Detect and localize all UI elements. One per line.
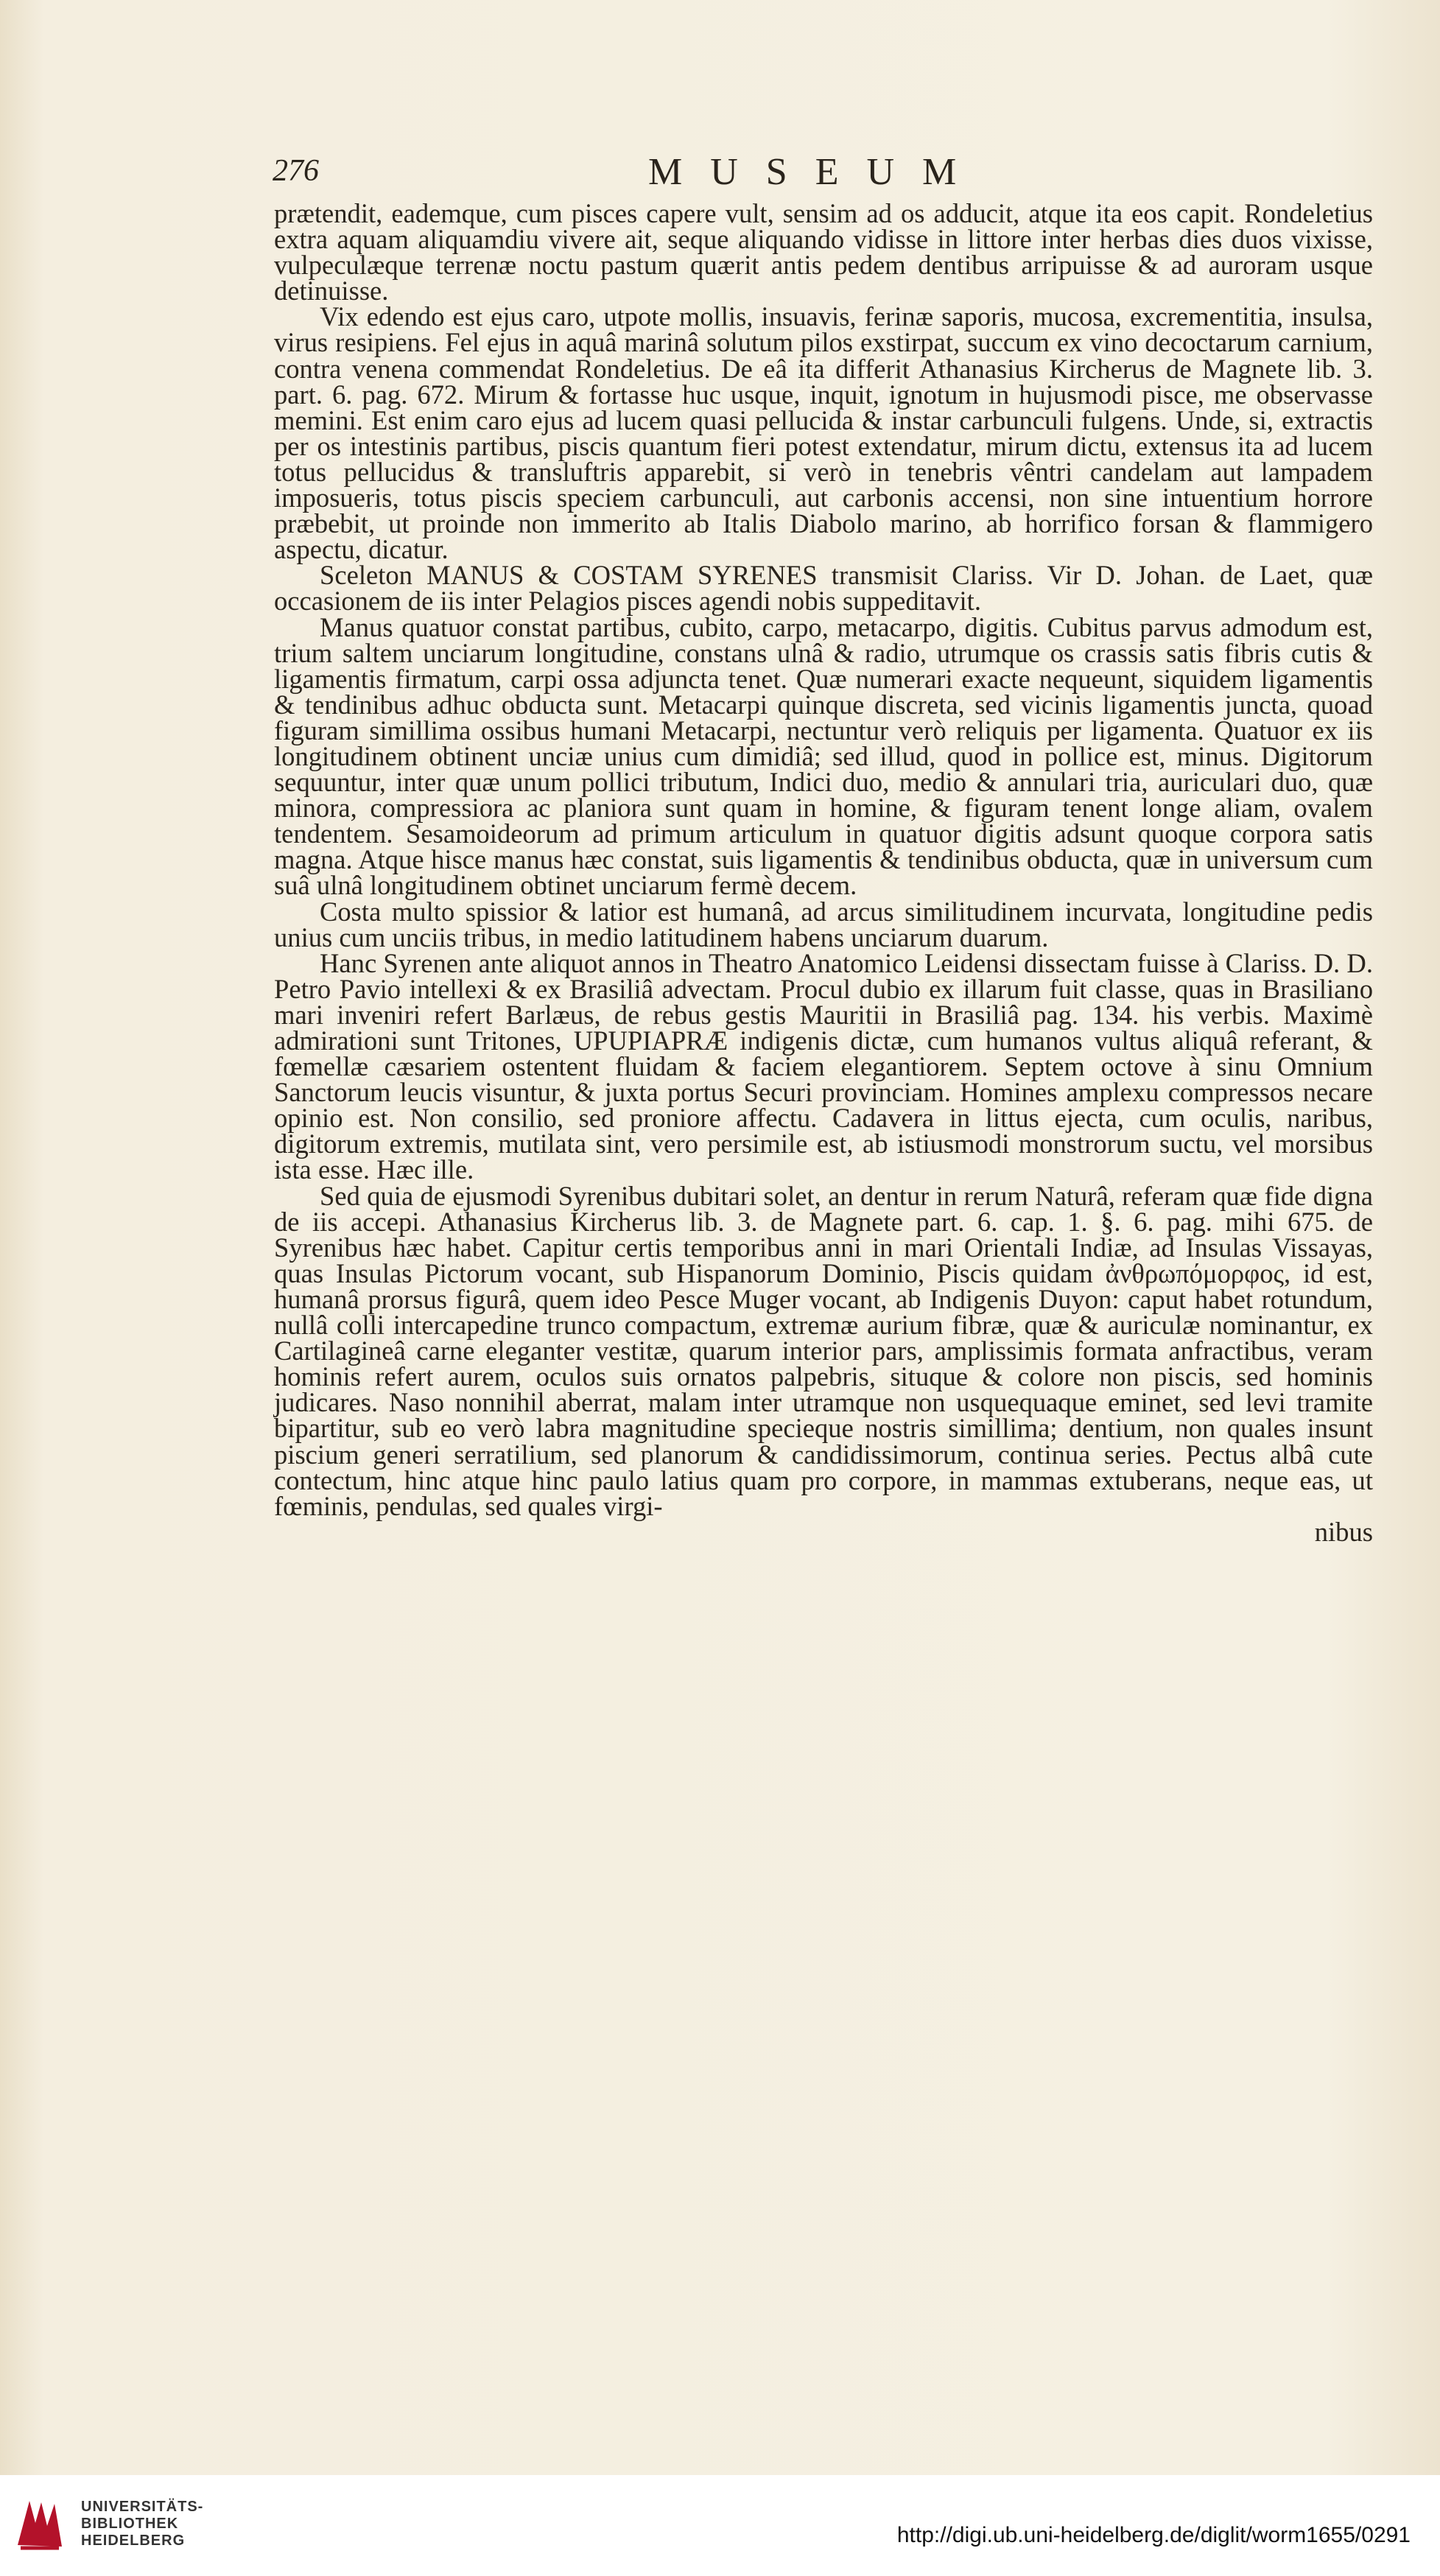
paragraph-5: Costa multo spissior & latior est humanâ, ad arcus similitudinem incurvata, longitudine pedis unius cum unciis tribus, in medio latitudinem habens unciarum duarum. [274,896,1373,952]
paragraph-4: Manus quatuor constat partibus, cubito, carpo, metacarpo, digitis. Cubitus parvus admodum est, trium saltem unciarum longitudine, constans ulnâ & radio, utrumque os crassis satis fibris cutis & ligamentis firmatum, carpi ossa adjuncta tenet. Quæ numerari exacte nequeunt, siquidem ligamentis & tendinibus adhuc obducta sunt. Metacarpi quinque discreta, sed vicinis ligamentis juncta, quoad figuram simillima ossibus humani Metacarpi, nectuntur verò reliquis per ligamenta. Quatuor ex iis longitudinem obtinent unciæ unius cum dimidiâ; sed illud, quod in pollice est, minus. Digitorum sequuntur, inter quæ unum pollici tributum, Indici duo, medio & annulari tria, auriculari duo, quæ minora, compressiora ac planiora sunt quam in homine, & figuram tenent longe aliam, ovalem tendentem. Sesamoideorum ad primum articulum in quatuor digitis adsunt quoque corpora satis magna. Atque hisce manus hæc constat, suis ligamentis & tendinibus obducta, quæ in universum cum suâ ulnâ longitudinem obtinet unciarum fermè decem. [274,611,1373,901]
paragraph-2: Vix edendo est ejus caro, utpote mollis, insuavis, ferinæ saporis, mucosa, excrementitia, insulsa, virus resipiens. Fel ejus in aquâ marinâ solutum pilos exstirpat, succum ex vino decoctarum carnium, contra venena commendat Rondeletius. De eâ ita differit Athanasius Kircherus de Magnete lib. 3. part. 6. pag. 672. Mirum & fortasse huc usque, inquit, ignotum in hujusmodi pisce, me observasse memini. Est enim caro ejus ad lucem quasi pellucida & instar carbunculi fulgens. Unde, si, extractis per os intestinis partibus, piscis quantum fieri potest extendatur, mirum dictu, extensus ita ad lucem totus pellucidus & transluftris apparebit, si verò in tenebris vêntri candelam aut lampadem imposueris, totus piscis speciem carbunculi, aut carbonis accensi, non sine intuentium horrore præbebit, ut proinde non immerito ab Italis Diabolo marino, ab horrifico forsan & flammigero aspectu, dicatur. [274,301,1373,565]
library-logo-text [81,2499,203,2549]
paragraph-1: prætendit, eademque, cum pisces capere vult, sensim ad os adducit, atque ita eos capit. Rondeletius extra aquam aliquamdiu vivere ait, seque aliquando vidisse in littore inter herbas dies duos vixisse, vulpeculæque terrenæ noctu pastum quærit antis pedem dentibus arripuisse & ad auroram usque detinuisse. [274,198,1373,306]
source-url-link[interactable]: http://digi.ub.uni-heidelberg.de/diglit/worm1655/0291 [896,2523,1411,2547]
logo-line-2: BIBLIOTHEK [81,2516,179,2532]
running-title: MUSEUM [648,151,985,193]
page-header [273,153,1363,197]
logo-line-3: HEIDELBERG [81,2533,186,2549]
logo-line-1: UNIVERSITÄTS- [81,2499,204,2515]
paragraph-3: Sceleton MANUS & COSTAM SYRENES transmisit Clariss. Vir D. Johan. de Laet, quæ occasionem de iis inter Pelagios pisces agendi nobis suppeditavit. [274,560,1373,617]
university-logo-icon [13,2493,66,2554]
catchword: nibus [1314,1516,1373,1547]
paragraph-6: Hanc Syrenen ante aliquot annos in Theatro Anatomico Leidensi dissectam fuisse à Clariss. D. D. Petro Pavio intellexi & ex Brasiliâ advectam. Procul dubio ex illarum fuit classe, quas in Brasiliano mari inveniri refert Barlæus, de rebus gestis Mauritii in Brasiliâ pag. 134. his verbis. Maximè admirationi sunt Tritones, UPUPIAPRÆ indigenis dictæ, cum humanos vultus aliquâ referant, & fœmellæ cæsariem ostentent fluidam & faciem elegantiorem. Septem octove à sinu Omnium Sanctorum leucis visuntur, & juxta portus Securi provinciam. Homines amplexu compressos necare opinio est. Non consilio, sed proniore affectu. Cadavera in littus ejecta, cum oculis, naribus, digitorum extremis, mutilata sint, vero persimile est, ab istiusmodi monstrorum suctu, vel morsibus ista esse. Hæc ille. [274,947,1373,1185]
page-number: 276 [273,154,319,188]
body-text [274,200,1373,1545]
paragraph-7: Sed quia de ejusmodi Syrenibus dubitari solet, an dentur in rerum Naturâ, referam quæ fide digna de iis accepi. Athanasius Kircherus lib. 3. de Magnete part. 6. cap. 1. §. 6. pag. mihi 675. de Syrenibus hæc habet. Capitur certis temporibus anni in mari Orientali Indiæ, ad Insulas Vissayas, quas Insulas Pictorum vocant, sub Hispanorum Dominio, Piscis quidam ἀνθρωπόμορφος, id est, humanâ prorsus figurâ, quem ideo Pesce Muger vocant, ab Indigenis Duyon: caput habet rotundum, nullâ colli intercapedine trunco compactum, extremæ aurium fibræ, quæ & auriculæ nominantur, ex Cartilagineâ carne eleganter vestitæ, quarum interior pars, amplissimis formata anfractibus, veram hominis refert aurem, oculos suis ornatos palpebris, situque & colore non piscis, sed hominis judicares. Naso nonnihil aberrat, malam inter utramque non usquequaque eminet, sed levi tramite bipartitur, sub eo verò labra magnitudine specieque nostris simillima; dentium, non quales insunt piscium generi serratilium, sed planorum & candidissimorum, continua series. Pectus albâ cute contectum, hinc atque hinc paulo latius quam pro corpore, in mammas extuberans, neque eas, ut fœminis, pendulas, sed quales virgi- [274,1180,1373,1521]
